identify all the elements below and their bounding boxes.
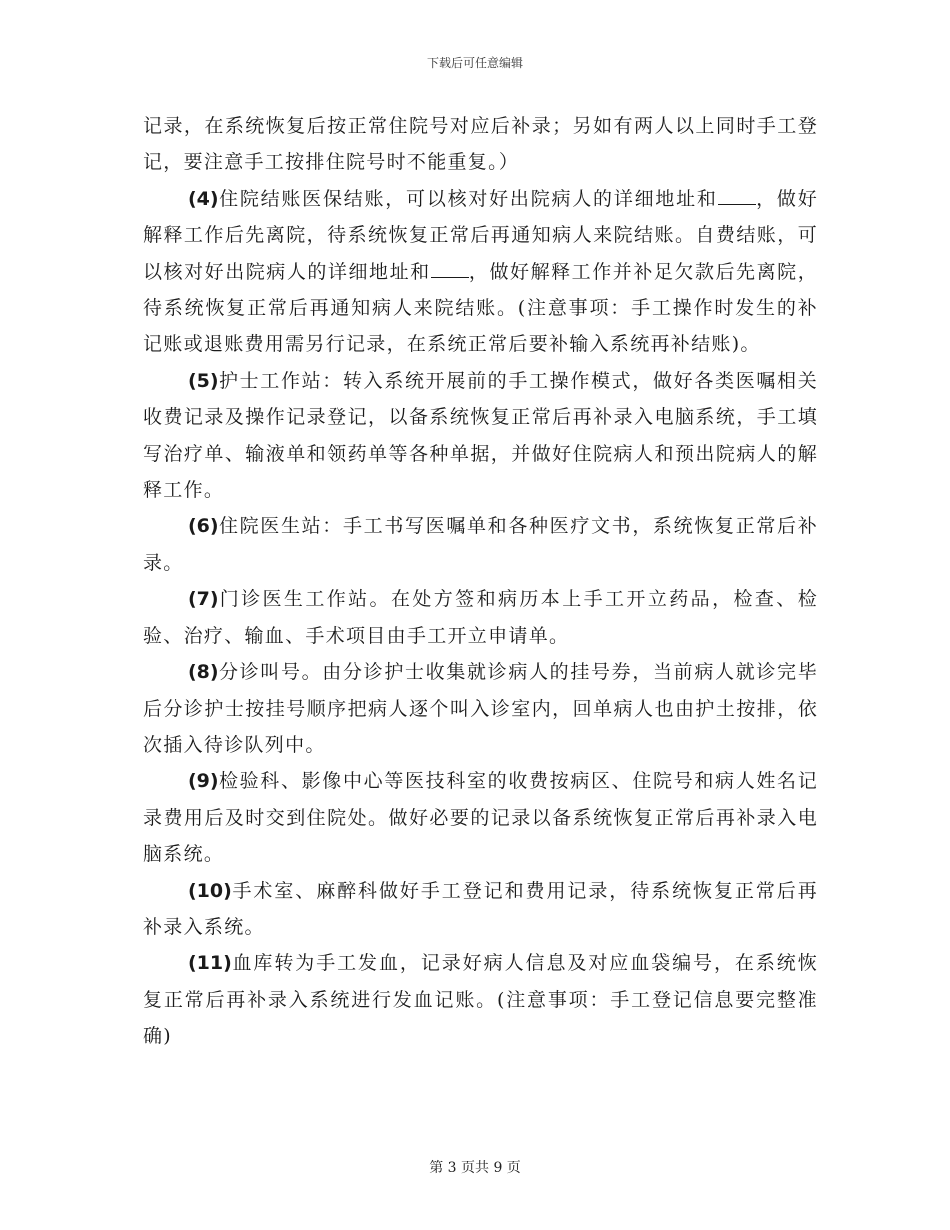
item-number: (7) [188, 588, 219, 611]
paragraph-text: 血库转为手工发血，记录好病人信息及对应血袋编号，在系统恢复正常后再补录入系统进行发血记账。(注意事项：手工登记信息要完整准确) [143, 952, 818, 1048]
paragraph-item-9 [143, 763, 818, 872]
page-header: 下载后可任意编辑 [426, 56, 523, 70]
paragraph-text: ，做好解释工作并补足欠款后先离院，待系统恢复正常后再通知病人来院结账。(注意事项：手工操作时发生的补记账或退账费用需另行记录，在系统正常后要补输入系统再补结账)。 [143, 260, 819, 356]
paragraph-text: 门诊医生工作站。在处方签和病历本上手工开立药品，检查、检验、治疗、输血、手术项目由手工开立申请单。 [143, 588, 818, 647]
paragraph-text: 手术室、麻醉科做好手工登记和费用记录，待系统恢复正常后再补录入系统。 [143, 879, 818, 938]
paragraph-text: 分诊叫号。由分诊护士收集就诊病人的挂号券，当前病人就诊完毕后分诊护士按挂号顺序把病人逐个叫入诊室内，回单病人也由护土按排，依次插入待诊队列中。 [143, 661, 818, 756]
fill-in-blank [718, 190, 756, 205]
paragraph-item-11 [143, 945, 818, 1054]
paragraph-text: 住院结账医保结账，可以核对好出院病人的详细地址和 [218, 187, 718, 210]
fill-in-blank [431, 263, 469, 278]
item-number: (4) [188, 187, 219, 210]
item-number: (9) [188, 770, 219, 793]
document-body [143, 108, 818, 1055]
paragraph-text: 记录，在系统恢复后按正常住院号对应后补录；另如有两人以上同时手工登记，要注意手工按排住院号时不能重复。） [143, 115, 818, 174]
paragraph-item-6 [143, 508, 818, 581]
item-number: (8) [188, 661, 219, 684]
paragraph-continuation [143, 108, 818, 181]
paragraph-text: 护士工作站：转入系统开展前的手工操作模式，做好各类医嘱相关收费记录及操作记录登记，以备系统恢复正常后再补录入电脑系统，手工填写治疗单、输液单和领药单等各种单据，并做好住院病人和预出院病人的解释工作。 [143, 369, 818, 502]
paragraph-text: 住院医生站：手工书写医嘱单和各种医疗文书，系统恢复正常后补录。 [143, 515, 818, 574]
paragraph-item-8 [143, 654, 818, 763]
paragraph-item-4 [143, 181, 818, 363]
paragraph-text: 检验科、影像中心等医技科室的收费按病区、住院号和病人姓名记录费用后及时交到住院处。做好必要的记录以备系统恢复正常后再补录入电脑系统。 [143, 770, 818, 866]
item-number: (6) [188, 515, 219, 538]
item-number: (10) [188, 879, 232, 902]
item-number: (5) [188, 369, 219, 392]
item-number: (11) [188, 952, 232, 975]
page-footer: 第 3 页共 9 页 [429, 1160, 521, 1176]
paragraph-item-10 [143, 873, 818, 946]
paragraph-item-5 [143, 363, 818, 509]
paragraph-item-7 [143, 581, 818, 654]
paragraph-text: ，做好解释工作后先离院，待系统恢复正常后再通知病人来院结账。自费结账，可以核对好出院病人的详细地址和 [143, 187, 818, 283]
